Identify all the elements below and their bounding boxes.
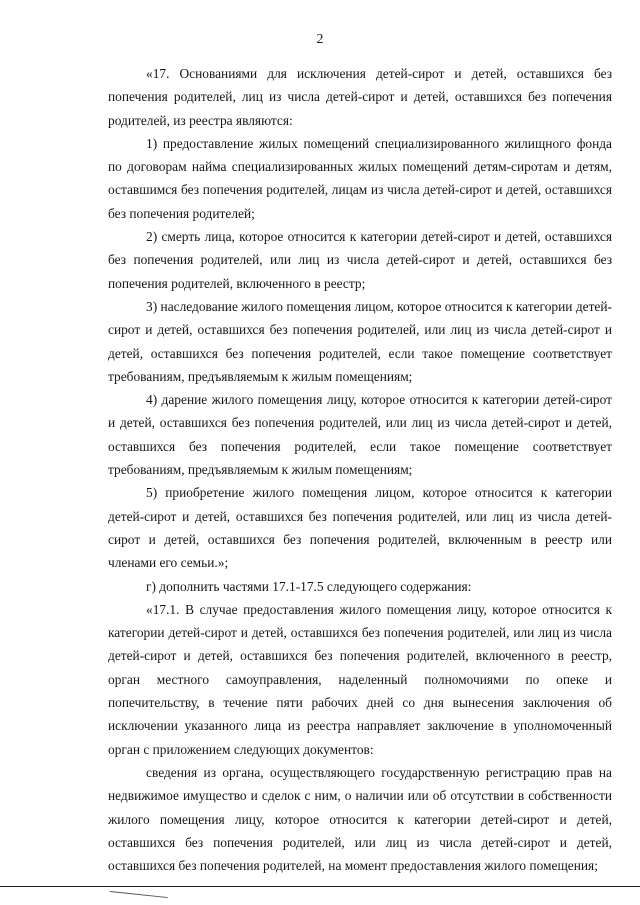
list-item-2: 2) смерть лица, которое относится к категории детей-сирот и детей, оставшихся без попечения родителей, или лиц из числа детей-сирот и детей, оставшихся без попечения родителей, включенного в реестр;	[108, 229, 612, 291]
list-item-5: 5) приобретение жилого помещения лицом, которое относится к категории детей-сирот и детей, оставшихся без попечения родителей, или лиц из числа детей-сирот и детей, оставшихся без попечения родителей, включенным в реестр или членами его семьи.»;	[108, 485, 612, 571]
paragraph-17-1: «17.1. В случае предоставления жилого помещения лицу, которое относится к категории детей-сирот и детей, оставшихся без попечения родителей, или лиц из числа детей-сирот и детей, оставшихся без попечения родителей, включенного в реестр, орган местного самоуправления, наделенный полномочиями по опеке и попечительству, в течение пяти рабочих дней со дня вынесения заключения об исключении указанного лица из реестра направляет заключение в уполномоченный орган с приложением следующих документов:	[108, 601, 612, 757]
list-item-1: 1) предоставление жилых помещений специализированного жилищного фонда по договорам найма специализированных жилых помещений детям-сиротам и детям, оставшимся без попечения родителей, лицам из числа детей-сирот и детей, оставшихся без попечения родителей;	[108, 135, 612, 221]
paragraph-17: «17. Основаниями для исключения детей-сирот и детей, оставшихся без попечения родителей, лиц из числа детей-сирот и детей, оставшихся без попечения родителей, из реестра являются:	[108, 66, 612, 128]
page-number: 2	[316, 32, 324, 47]
document-body	[108, 62, 612, 877]
list-item-4: 4) дарение жилого помещения лицу, которое относится к категории детей-сирот и детей, оставшихся без попечения родителей, или лиц из числа детей-сирот и детей, оставшихся без попечения родителей, если такое помещение соответствует требованиям, предъявляемым к жилым помещениям;	[108, 392, 612, 478]
registry-info-paragraph: сведения из органа, осуществляющего государственную регистрацию прав на недвижимое имущество и сделок с ним, о наличии или об отсутствии в собственности жилого помещения лицу, которое относится к категории детей-сирот и детей, оставшихся без попечения родителей, или лиц из числа детей-сирот и детей, оставшихся без попечения родителей, на момент предоставления жилого помещения;	[108, 764, 612, 874]
scan-artifact-line	[110, 891, 168, 898]
amendment-g: г) дополнить частями 17.1-17.5 следующего содержания:	[146, 578, 472, 594]
footer-divider	[0, 886, 640, 887]
list-item-3: 3) наследование жилого помещения лицом, которое относится к категории детей-сирот и детей, оставшихся без попечения родителей, или лиц из числа детей-сирот и детей, оставшихся без попечения родителей, если такое помещение соответствует требованиям, предъявляемым к жилым помещениям;	[108, 298, 612, 384]
